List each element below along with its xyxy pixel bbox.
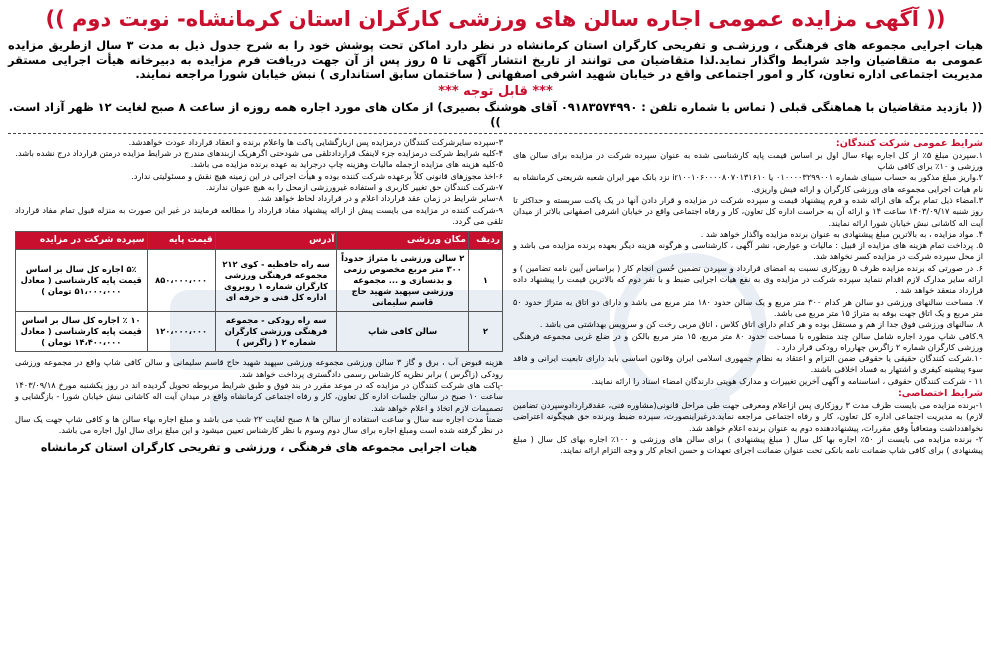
special-item: ۱-برنده مزایده می بایست ظرف مدت ۳ روزکاری پس ازاعلام ومعرفی جهت طی مراحل قانونی(مشاوره فنی، عقدقراردادوسپردن تضامین لازم) به مدیریت اجتماعی اداره کل تعاون، کار و رفاه اجتماعی مراجعه نماید.درغیراینصورت، سپرده ضبط وبرنده حق هیچگونه اعتراضی نخواهدداشت ومتعاقباً وفق مقررات، پیشنهاددهنده دوم به عنوان برنده اعلام خواهد شد. xyxy=(513,400,983,433)
conditions-column xyxy=(513,137,983,457)
cell-base-price: ۱۲۰،۰۰۰،۰۰۰ xyxy=(147,312,215,352)
opening-session-note: -پاکت های شرکت کنندگان در مزایده که در موعد مقرر در بند فوق و طبق شرایط مربوطه تحویل گردیده اند در روز یکشنبه مورخ ۱۴۰۳/۰۹/۱۸ ساعت ۱۰ صبح در سالن جلسات اداره کل تعاون، کار و رفاه اجتماعی کرمانشاه واقع در میدان آیت اله کاشانی نبش خیابان شورا - بازگشایی و تصمیمات لازم اتخاذ و اعلام خواهد شد. xyxy=(15,380,503,413)
general-item: ۳.امضاء ذیل تمام برگه های ارائه شده و فرم پیشنهاد قیمت و سپرده شرکت در مزایده و قرار دادن آنها در یک پاکت سربسته و حداکثر تا روز شنبه ۱۴۰۳/۰۹/۱۷ ساعت ۱۴ و ارائه آن به حراست اداره کل تعاون، کار و رفاه اجتماعی واقع در خیابان اشرفی اصفهانی بالاتر از میدان آیت اله کاشانی نبش خیابان شورا ارائه نمایند. xyxy=(513,194,983,228)
cell-address: سه راه حافظیه - کوی ۲۱۲ مجموعه فرهنگی ورزشی کارگران شماره ۱ روبروی اداره کل فنی و حرفه ای xyxy=(215,250,337,312)
col-header-deposit: سپرده شرکت در مزایده xyxy=(16,232,148,250)
general-item: ۶. در صورتی که برنده مزایده ظرف ۵ روزکاری نسبت به امضای قرارداد و سپردن تضمین حُسن انجام کار ( براساس آیین نامه تضامین ) و ارائه سایر مدارک لازم اقدام ننماید سپرده شرکت در مزایده وی به نفع هیات اجرایی ضبط و با نفر دوم که بالاترین قیمت را پیشنهاد داده قرارداد منعقد خواهد شد . xyxy=(513,262,983,296)
condition-item: ۹-شرکت کننده در مزایده می بایست پیش از ارائه پیشنهاد مفاد قرارداد را مطالعه فرمایند در غیر این صورت به منزله قبول تمام مفاد قرارداد تلقی می گردد. xyxy=(15,204,503,226)
col-header-row-number: ردیف xyxy=(468,232,502,250)
attention-heading: *** قابل توجه *** xyxy=(438,83,553,99)
condition-item: ۶-اخذ مجوزهای قانونی کلاً برعهده شرکت کننده بوده و هیأت اجرائی در این زمینه هیچ نقش و مسئولیتی ندارد. xyxy=(131,170,503,181)
table-row xyxy=(16,250,503,312)
notice-title: (( آگهی مزایده عمومی اجاره سالن های ورزشی کارگران استان کرمانشاه- نوبت دوم )) xyxy=(45,7,946,31)
general-item: ۸. سالنهای ورزشی فوق جدا از هم و مستقل بوده و هر کدام دارای اتاق کلاس ، اتاق مربی رخت کن و سرویس بهداشتی می باشد . xyxy=(539,319,983,330)
special-conditions-heading: شرایط اختصاصی: xyxy=(897,388,983,400)
general-item: ۱۱ - شرکت کنندگان حقوقی ، اساسنامه و آگهی آخرین تغییرات و مدارک هویتی دارندگان امضاء اسناد را ارائه نمایند. xyxy=(591,375,983,386)
utility-costs-note: هزینه قبوض آب ، برق و گاز ۳ سالن ورزشی مجموعه ورزشی سپهبد شهید حاج قاسم سلیمانی و سالن کافی شاپ واقع در مجموعه ورزشی رودکی (زاگرس ) برابر نظریه کارشناس رسمی دادگستری پرداخت خواهد شد. xyxy=(15,357,503,379)
general-item: ۹.کافی شاپ مورد اجاره شامل سالن چند منظوره با مساحت حدود ۸۰ متر مربع، ۱۵ متر مربع بالکن و در ضلع غربی مجموعه فرهنگی ورزشی کارگران شماره ۲ زاگرس چهارراه رودکی قرار دارد . xyxy=(513,330,983,352)
condition-item: ۸-سایر شرایط در زمان عقد قرارداد اعلام و در قرارداد لحاظ خواهد شد. xyxy=(257,193,503,204)
cell-place: ۲ سالن ورزشی با متراژ حدوداً ۳۰۰ متر مربع مخصوص رزمی و بدنسازی و ... مجموعه ورزشی سپهبد شهید حاج قاسم سلیمانی xyxy=(337,250,468,312)
col-header-base-price: قیمت پایه xyxy=(147,232,215,250)
special-item: ۲- برنده مزایده می بایست از ۵۰٪ اجاره بها کل سال ( مبلغ پیشنهادی ) برای سالن های ورزشی و ۱۰۰٪ اجاره بهای کل سال ( مبلغ پیشنهادی ) برای کافی شاپ ضمانت نامه بانکی تحت عنوان ضمانت اجرای تعهدات و حسن انجام کار و وجه التزام ارائه نمایند. xyxy=(513,433,983,456)
cell-base-price: ۸۵۰،۰۰۰،۰۰۰ xyxy=(147,250,215,312)
table-row xyxy=(16,312,503,352)
general-item: ۱۰.شرکت کنندگان حقیقی یا حقوقی ضمن التزام و اعتقاد به نظام جمهوری اسلامی ایران وقانون اساسی باید دارای تابعیت ایرانی و فاقد سوء پیشینه کیفری و اشتهار به فساد اخلاقی باشند. xyxy=(513,353,983,375)
general-item: ۷. مساحت سالنهای ورزشی دو سالن هر کدام ۳۰۰ متر مربع و یک سالن حدود ۱۸۰ متر مربع می باشد و دارای دو اتاق به متراژ حدود ۵۰ متر مربع و یک اتاق جهت بوفه به متراژ ۱۵ متر مربع می باشد. xyxy=(513,296,984,318)
col-header-address: آدرس xyxy=(215,232,337,250)
col-header-place: مکان ورزشی xyxy=(337,232,468,250)
condition-item: ۷-شرکت کنندگان حق تغییر کاربری و استفاده غیرورزشی ازمحل را به هیچ عنوان ندارند. xyxy=(205,181,503,192)
table-header-row xyxy=(16,232,503,250)
cell-row-number: ۱ xyxy=(468,250,502,312)
general-item: ۴. مواد مزایده ، به بالاترین مبلغ پیشنهادی به عنوان برنده مزایده واگذار خواهد شد . xyxy=(700,228,983,239)
content-columns xyxy=(8,137,983,457)
cell-deposit: ۵٪ اجاره کل سال بر اساس قیمت پایه کارشناسی ( معادل ۵۱،۰۰۰،۰۰۰ تومان ) xyxy=(16,250,148,312)
venues-table xyxy=(15,231,503,352)
divider xyxy=(8,133,983,134)
details-column xyxy=(15,137,503,457)
general-conditions-heading: شرایط عمومی شرکت کنندگان: xyxy=(835,137,983,149)
general-item: ۵. پرداخت تمام هزینه های مزایده از قبیل : مالیات و عوارض، نشر آگهی ، کارشناسی و هرگونه هزینه دیگر بعهده برنده مزایده می باشد و از محل سپرده شرکت در مزایده کسر نخواهد شد. xyxy=(513,240,983,262)
general-item: ۲.واریز مبلغ مذکور به حساب سیبای شماره ۰۱۰۰۰۰۳۲۹۹۰۰۱ یا ir۱۰۰۱۰۶۰۰۰۰۸۰۷۰۱۳۱۶۱۰ نزد بانک مهر ایران شعبه شریعتی کرمانشاه به نام هیات اجرایی مجموعه های ورزشی کارگران و ارائه فیش واریزی. xyxy=(513,172,983,194)
visit-info: (( بازدید متقاضیان با هماهنگی قبلی ( تماس با شماره تلفن : ۰۹۱۸۳۵۷۴۹۹۰ آقای هوشنگ بصیری) از مکان های مورد اجاره همه روزه از ساعت ۸ صبح لغایت ۱۲ ظهر آزاد است. )) xyxy=(8,99,983,129)
cell-deposit: ۱۰ ٪ اجاره کل سال بر اساس قیمت پایه کارشناسی ( معادل ۱۴،۴۰۰،۰۰۰ تومان ) xyxy=(16,312,148,352)
cell-address: سه راه رودکی - مجموعه فرهنگی ورزشی کارگران شماره ۲ ( زاگرس ) xyxy=(215,312,337,352)
cell-row-number: ۲ xyxy=(468,312,502,352)
lease-term-note: ضمناً مدت اجاره سه سال و ساعت استفاده از سالن ها ۸ صبح لغایت ۲۲ شب می باشد و مبلغ اجاره بهاء سالن ها و کافی شاپ جهت یک سال در نظر گرفته شده است ومبلغ اجاره برای سال دوم وسوم با نظر کارشناس تعیین میشود و این مبلغ برای سال اول اجاره می باشد. xyxy=(15,413,503,436)
notice-intro: هیات اجرایی مجموعه های فرهنگی ، ورزشـی و تفریحی کارگران استان کرمانشاه در نظر دارد اماکن تحت پوشش خود را به شرح جدول ذیل به مدت ۳ سال ازطریق مزایده عمومی به متقاضیان واجد شرایط واگذار نماید.لذا متقاضیان می توانند از تاریخ انتشار آگهی تا ۵ روز پس از آن جهت دریافت فرم مزایده به دبیرخانه هیأت اجرایی مستقر مدیریت اجتماعی اداره تعاون، کار و امور اجتماعی واقع در خیابان شهید اشرفی اصفهانی ( ساختمان سابق استانداری ) نبش خیابان شورا مراجعه نمایند. xyxy=(8,38,983,82)
condition-item: ۳-سپرده سایرشرکت کنندگان درمزایده پس ازبازگشایی پاکت ها واعلام برنده و انعقاد قرارداد عودت خواهدشد. xyxy=(128,136,503,147)
cell-place: سالن کافی شاپ xyxy=(337,312,468,352)
condition-item: ۵-کلیه هزینه های مزایده ازجمله مالیات وهزینه چاپ درجراید به عهده برنده مزایده می باشد. xyxy=(190,159,503,170)
general-item: ۱.سپردن مبلغ ۵٪ از کل اجاره بهاء سال اول بر اساس قیمت پایه کارشناسی شده به عنوان سپرده شرکت در مزایده برای سالن های ورزشی و ۱۰٪ برای کافی شاپ xyxy=(513,149,983,172)
issuer-signature: هیات اجرایی مجموعه های فرهنگی ، ورزشی و تفریحی کارگران استان کرمانشاه xyxy=(40,440,478,454)
condition-item: ۴-کلیه شرایط شرکت درمزایده جزء لاینفک قراردادتلقی می شودحتی اگرهریک ازبندهای مندرج در شرایط مزایده درمتن قرارداد درج نشده باشد. xyxy=(15,148,503,159)
